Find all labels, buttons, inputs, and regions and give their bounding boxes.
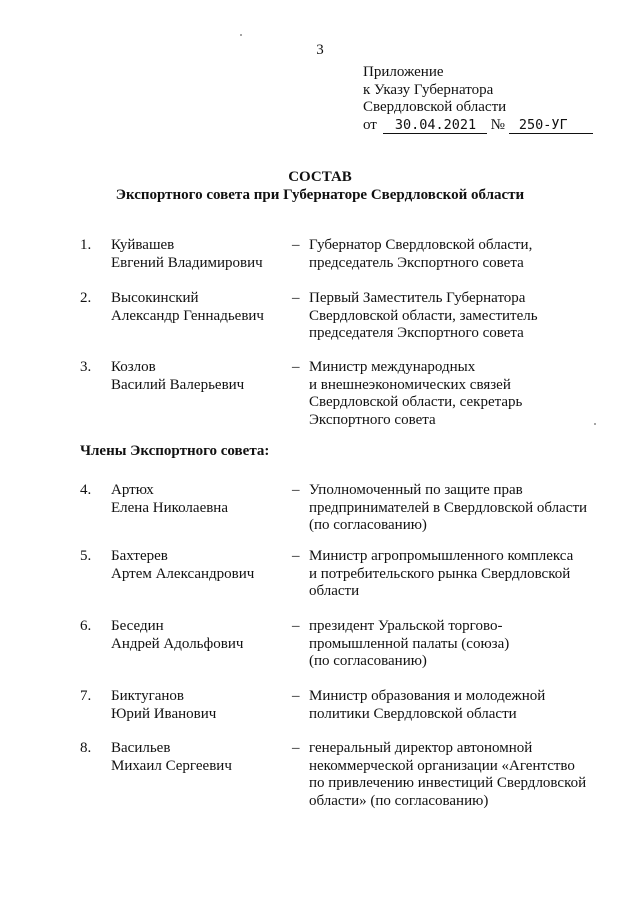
member-given-names: Александр Геннадьевич bbox=[111, 307, 264, 324]
decree-date: 30.04.2021 bbox=[383, 118, 487, 134]
member-number: 2. bbox=[80, 290, 92, 306]
member-name bbox=[111, 359, 244, 394]
member-number: 5. bbox=[80, 548, 92, 564]
member-position-line: президент Уральской торгово- bbox=[309, 618, 503, 634]
member-position-line: и потребительского рынка Свердловской bbox=[309, 565, 571, 582]
member-position-line: предпринимателей в Свердловской области bbox=[309, 499, 588, 516]
page-number: 3 bbox=[316, 42, 324, 58]
member-position bbox=[309, 359, 609, 429]
member-position-line: области» (по согласованию) bbox=[309, 792, 489, 809]
member-position-line: генеральный директор автономной bbox=[309, 740, 533, 756]
member-position-line: Первый Заместитель Губернатора bbox=[309, 290, 526, 306]
member-given-names: Юрий Иванович bbox=[111, 705, 217, 722]
member-number: 7. bbox=[80, 688, 92, 704]
member-position-line: области bbox=[309, 583, 360, 599]
appendix-line: к Указу Губернатора bbox=[363, 81, 494, 98]
member-position bbox=[309, 290, 609, 343]
member-dash: – bbox=[292, 688, 300, 704]
decree-date-line bbox=[363, 117, 593, 135]
member-name bbox=[111, 548, 254, 583]
member-surname: Беседин bbox=[111, 618, 164, 634]
decree-number: 250-УГ bbox=[509, 118, 593, 134]
member-dash: – bbox=[292, 548, 300, 564]
member-position-line: Экспортного совета bbox=[309, 411, 436, 428]
member-name bbox=[111, 688, 216, 723]
member-position-line: Министр образования и молодежной bbox=[309, 688, 546, 704]
member-position-line: промышленной палаты (союза) bbox=[309, 635, 510, 652]
member-surname: Высокинский bbox=[111, 290, 199, 306]
member-dash: – bbox=[292, 290, 300, 306]
member-position-line: (по согласованию) bbox=[309, 517, 427, 533]
appendix-line: Приложение bbox=[363, 64, 444, 80]
member-position-line: председателя Экспортного совета bbox=[309, 325, 524, 341]
member-position bbox=[309, 740, 609, 810]
document-subtitle: Экспортного совета при Губернаторе Свердловской области bbox=[115, 187, 525, 203]
member-given-names: Василий Валерьевич bbox=[111, 376, 245, 393]
date-prefix: от bbox=[363, 116, 377, 133]
member-position bbox=[309, 618, 609, 671]
member-position bbox=[309, 548, 609, 601]
member-position-line: политики Свердловской области bbox=[309, 705, 517, 722]
member-surname: Васильев bbox=[111, 740, 171, 756]
scan-speck bbox=[240, 34, 242, 36]
member-position-line: Свердловской области, заместитель bbox=[309, 307, 538, 324]
member-dash: – bbox=[292, 237, 300, 253]
number-prefix: № bbox=[490, 116, 505, 133]
member-name bbox=[111, 740, 232, 775]
member-given-names: Михаил Сергеевич bbox=[111, 757, 232, 774]
member-given-names: Андрей Адольфович bbox=[111, 635, 244, 652]
member-number: 4. bbox=[80, 482, 92, 498]
member-position-line: председатель Экспортного совета bbox=[309, 254, 524, 271]
member-dash: – bbox=[292, 740, 300, 756]
member-position-line: Министр международных bbox=[309, 359, 476, 375]
member-position bbox=[309, 688, 609, 723]
member-given-names: Елена Николаевна bbox=[111, 499, 228, 516]
member-given-names: Евгений Владимирович bbox=[111, 254, 263, 271]
member-number: 3. bbox=[80, 359, 92, 375]
member-name bbox=[111, 618, 243, 653]
member-position-line: некоммерческой организации «Агентство bbox=[309, 757, 575, 774]
member-surname: Биктуганов bbox=[111, 688, 185, 704]
member-position-line: по привлечению инвестиций Свердловской bbox=[309, 775, 587, 791]
member-number: 6. bbox=[80, 618, 92, 634]
appendix-block bbox=[363, 64, 593, 134]
member-surname: Куйвашев bbox=[111, 237, 175, 253]
member-position bbox=[309, 237, 609, 272]
member-position-line: (по согласованию) bbox=[309, 653, 427, 669]
member-surname: Козлов bbox=[111, 359, 156, 375]
member-surname: Бахтерев bbox=[111, 548, 168, 564]
member-number: 8. bbox=[80, 740, 92, 756]
member-position-line: Свердловской области, секретарь bbox=[309, 394, 523, 410]
member-name bbox=[111, 482, 228, 517]
member-name bbox=[111, 237, 263, 272]
appendix-line: Свердловской области bbox=[363, 99, 507, 115]
member-position-line: Губернатор Свердловской области, bbox=[309, 237, 533, 253]
member-position bbox=[309, 482, 609, 535]
member-given-names: Артем Александрович bbox=[111, 565, 255, 582]
member-name bbox=[111, 290, 264, 325]
member-surname: Артюх bbox=[111, 482, 154, 498]
document-title: СОСТАВ bbox=[288, 169, 352, 185]
member-dash: – bbox=[292, 359, 300, 375]
member-dash: – bbox=[292, 482, 300, 498]
member-number: 1. bbox=[80, 237, 92, 253]
members-heading: Члены Экспортного совета: bbox=[80, 443, 270, 459]
member-position-line: Министр агропромышленного комплекса bbox=[309, 548, 574, 564]
member-position-line: и внешнеэкономических связей bbox=[309, 376, 511, 393]
member-dash: – bbox=[292, 618, 300, 634]
member-position-line: Уполномоченный по защите прав bbox=[309, 482, 523, 498]
